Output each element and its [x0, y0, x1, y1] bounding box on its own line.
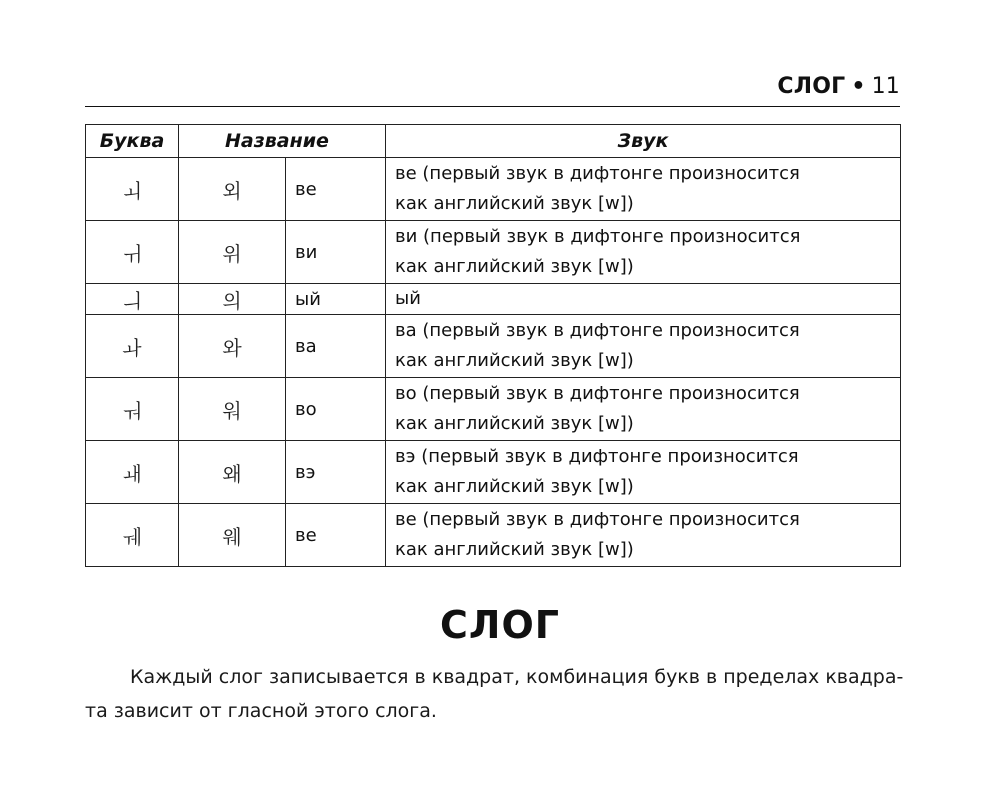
letter-cell: ㅙ [86, 441, 179, 504]
sound-line-2: как английский звук [w]) [395, 350, 634, 371]
header-sound: Звук [386, 125, 901, 158]
running-head-title: СЛОГ [777, 74, 846, 99]
header-rule [85, 106, 900, 107]
sound-line-1: ве (первый звук в дифтонге произносится [395, 509, 800, 530]
header-name: Название [179, 125, 386, 158]
name-ru-cell: вэ [286, 441, 386, 504]
table-row [86, 284, 901, 315]
name-ru-cell: во [286, 378, 386, 441]
page-number: 11 [871, 74, 900, 99]
section-title: СЛОГ [440, 603, 560, 647]
sound-cell [386, 504, 901, 567]
sound-cell: ый [386, 284, 901, 315]
table-row [86, 315, 901, 378]
sound-line-2: как английский звук [w]) [395, 256, 634, 277]
running-head-bullet: • [851, 74, 866, 99]
table-row [86, 441, 901, 504]
body-paragraph [85, 660, 905, 728]
header-letter: Буква [86, 125, 179, 158]
table-row [86, 158, 901, 221]
letter-cell: ㅘ [86, 315, 179, 378]
vowel-table [85, 124, 901, 567]
name-hangul-cell: 왜 [179, 441, 286, 504]
sound-cell [386, 315, 901, 378]
running-head [777, 74, 900, 99]
table-row [86, 378, 901, 441]
sound-line-2: как английский звук [w]) [395, 193, 634, 214]
letter-cell: ㅞ [86, 504, 179, 567]
paragraph-line-1: Каждый слог записывается в квадрат, комбинация букв в пределах квадра- [130, 666, 904, 688]
name-ru-cell: ве [286, 158, 386, 221]
name-hangul-cell: 와 [179, 315, 286, 378]
sound-line-2: как английский звук [w]) [395, 476, 634, 497]
name-ru-cell: ый [286, 284, 386, 315]
sound-line-1: ви (первый звук в дифтонге произносится [395, 226, 801, 247]
name-hangul-cell: 웨 [179, 504, 286, 567]
sound-line-2: как английский звук [w]) [395, 539, 634, 560]
sound-line-1: вэ (первый звук в дифтонге произносится [395, 446, 799, 467]
table-header-row [86, 125, 901, 158]
sound-cell [386, 158, 901, 221]
name-hangul-cell: 위 [179, 221, 286, 284]
name-ru-cell: ве [286, 504, 386, 567]
name-hangul-cell: 외 [179, 158, 286, 221]
name-ru-cell: ва [286, 315, 386, 378]
letter-cell: ㅟ [86, 221, 179, 284]
name-hangul-cell: 의 [179, 284, 286, 315]
sound-cell [386, 378, 901, 441]
name-hangul-cell: 워 [179, 378, 286, 441]
sound-line-1: во (первый звук в дифтонге произносится [395, 383, 800, 404]
sound-line-1: ва (первый звук в дифтонге произносится [395, 320, 800, 341]
sound-line-2: как английский звук [w]) [395, 413, 634, 434]
sound-cell [386, 441, 901, 504]
letter-cell: ㅝ [86, 378, 179, 441]
sound-line-1: ве (первый звук в дифтонге произносится [395, 163, 800, 184]
name-ru-cell: ви [286, 221, 386, 284]
letter-cell: ㅢ [86, 284, 179, 315]
table-row [86, 221, 901, 284]
letter-cell: ㅚ [86, 158, 179, 221]
table-row [86, 504, 901, 567]
paragraph-line-2: та зависит от гласной этого слога. [85, 700, 437, 722]
sound-cell [386, 221, 901, 284]
